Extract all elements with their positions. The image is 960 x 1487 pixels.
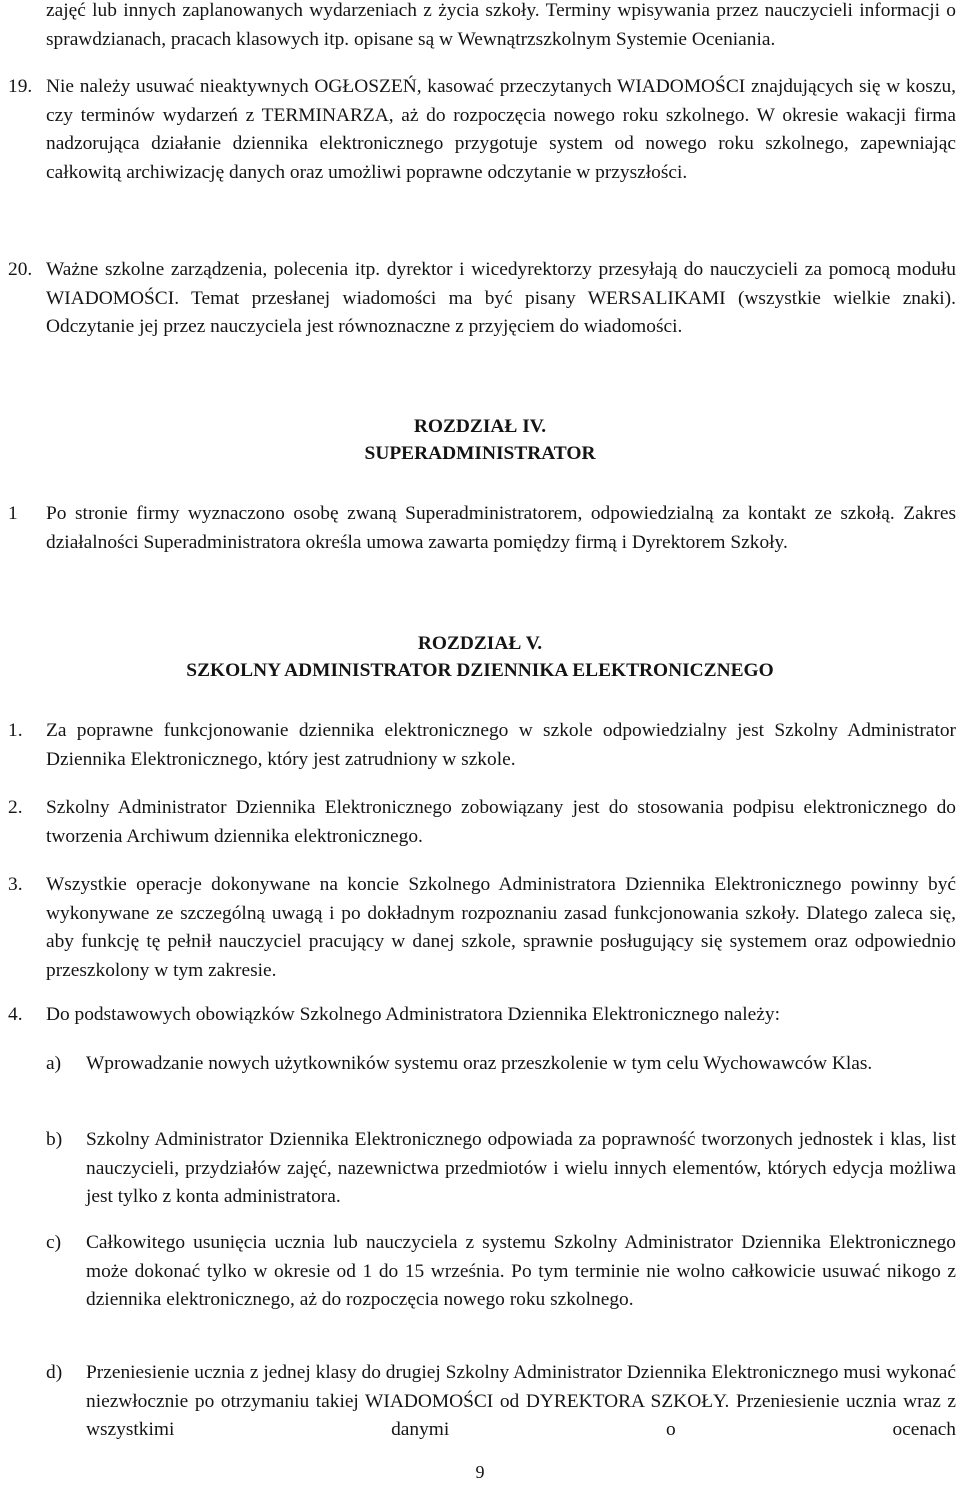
item-number: 4. (8, 1004, 23, 1025)
subitem-b-text: Szkolny Administrator Dziennika Elektronicznego odpowiada za poprawność tworzonych jednostek i klas, list nauczycieli, przydziałów zajęć, nazewnictwa przedmiotów i wielu innych elementów, których edycja możliwa jest tylko z konta administratora. (86, 1129, 956, 1207)
chapter-5-item-3-text: Wszystkie operacje dokonywane na koncie Szkolnego Administratora Dziennika Elektronicznego powinny być wykonywane ze szczególną uwagą i po dokładnym rozpoznaniu zasad funkcjonowania szkoły. Dlatego zaleca się, aby funkcję tę pełnił nauczyciel pracujący w danej szkole, sprawnie posługujący się systemem oraz odpowiednio przeszkolony w tym zakresie. (46, 874, 956, 981)
chapter-5-title: ROZDZIAŁ V. (417, 633, 543, 654)
page-number: 9 (475, 1462, 485, 1482)
subitem-d-text: Przeniesienie ucznia z jednej klasy do drugiej Szkolny Administrator Dziennika Elektronicznego musi wykonać niezwłocznie po otrzymaniu takiej WIADOMOŚCI od DYREKTORA SZKOŁY. Przeniesienie ucznia wraz z wszystkimi danymi o ocenach (86, 1362, 956, 1440)
item-19-text: Nie należy usuwać nieaktywnych OGŁOSZEŃ, kasować przeczytanych WIADOMOŚCI znajdujących się w koszu, czy terminów wydarzeń z TERMINARZA, aż do rozpoczęcia nowego roku szkolnego. W okresie wakacji firma nadzorująca działanie dziennika elektronicznego przygotuje system od nowego roku szkolnego, zapewniając całkowitą archiwizację danych oraz umożliwi poprawne odczytanie w przyszłości. (46, 76, 956, 183)
item-number: 1. (8, 720, 23, 741)
item-number: 1 (8, 503, 18, 524)
chapter-4-title: ROZDZIAŁ IV. (413, 416, 547, 437)
chapter-5-subtitle: SZKOLNY ADMINISTRATOR DZIENNIKA ELEKTRONICZNEGO (186, 660, 774, 681)
intro-paragraph: zajęć lub innych zaplanowanych wydarzeniach z życia szkoły. Terminy wpisywania przez nauczycieli informacji o sprawdzianach, pracach klasowych itp. opisane są w Wewnątrzszkolnym Systemie Oceniania. (46, 0, 956, 50)
subitem-letter: c) (46, 1232, 62, 1253)
subitem-letter: b) (46, 1129, 63, 1150)
subitem-letter: a) (46, 1053, 62, 1074)
subitem-a-text: Wprowadzanie nowych użytkowników systemu oraz przeszkolenie w tym celu Wychowawców Klas. (86, 1053, 873, 1074)
chapter-4-item-1-text: Po stronie firmy wyznaczono osobę zwaną Superadministratorem, odpowiedzialną za kontakt ze szkołą. Zakres działalności Superadministratora określa umowa zawarta pomiędzy firmą i Dyrektorem Szkoły. (46, 503, 956, 553)
item-number: 19. (8, 76, 33, 97)
chapter-4-subtitle: SUPERADMINISTRATOR (364, 443, 596, 464)
subitem-c-text: Całkowitego usunięcia ucznia lub nauczyciela z systemu Szkolny Administrator Dziennika Elektronicznego może dokonać tylko w okresie od 1 do 15 września. Po tym terminie nie wolno całkowicie usuwać nikogo z dziennika elektronicznego, aż do rozpoczęcia nowego roku szkolnego. (86, 1232, 956, 1310)
subitem-letter: d) (46, 1362, 63, 1383)
chapter-5-item-2-text: Szkolny Administrator Dziennika Elektronicznego zobowiązany jest do stosowania podpisu elektronicznego do tworzenia Archiwum dziennika elektronicznego. (46, 797, 956, 847)
chapter-5-item-1-text: Za poprawne funkcjonowanie dziennika elektronicznego w szkole odpowiedzialny jest Szkolny Administrator Dziennika Elektronicznego, który jest zatrudniony w szkole. (46, 720, 956, 770)
item-number: 2. (8, 797, 23, 818)
chapter-5-item-4-text: Do podstawowych obowiązków Szkolnego Administratora Dziennika Elektronicznego należy: (46, 1004, 780, 1025)
item-number: 3. (8, 874, 23, 895)
item-number: 20. (8, 259, 33, 280)
item-20-text: Ważne szkolne zarządzenia, polecenia itp. dyrektor i wicedyrektorzy przesyłają do nauczycieli za pomocą modułu WIADOMOŚCI. Temat przesłanej wiadomości ma być pisany WERSALIKAMI (wszystkie wielkie znaki). Odczytanie jej przez nauczyciela jest równoznaczne z przyjęciem do wiadomości. (46, 259, 956, 337)
